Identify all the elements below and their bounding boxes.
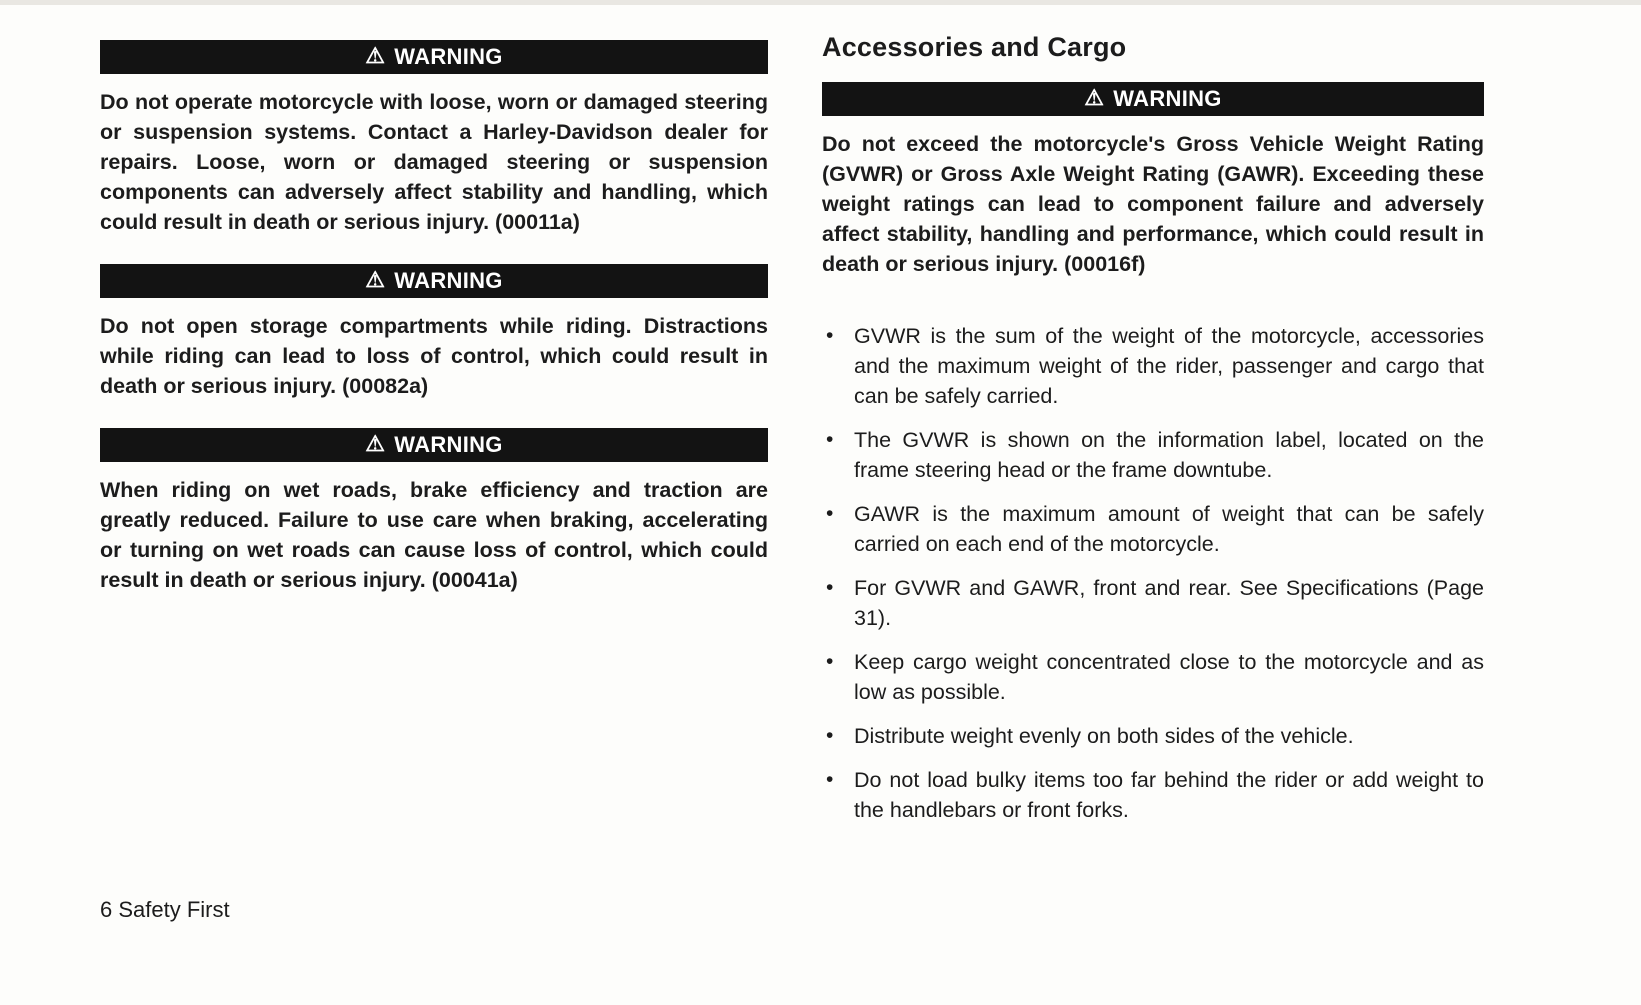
warning-text: Do not exceed the motorcycle's Gross Vehicle Weight Rating (GVWR) or Gross Axle Weight Rating (GAWR). Exceeding these weight ratings can lead to component failure and adversely affect stability, handling and performance, which could result in death or serious injury. (00016f)	[822, 132, 1484, 276]
list-item: • Do not load bulky items too far behind the rider or add weight to the handlebars or front forks.	[822, 765, 1484, 825]
warning-icon: ⚠	[365, 43, 386, 68]
section-title: Accessories and Cargo	[822, 32, 1127, 62]
left-column	[100, 40, 768, 622]
right-column	[822, 32, 1484, 839]
list-item: • Keep cargo weight concentrated close to the motorcycle and as low as possible.	[822, 647, 1484, 707]
list-item: • GAWR is the maximum amount of weight that can be safely carried on each end of the motorcycle.	[822, 499, 1484, 559]
list-item: • Distribute weight evenly on both sides of the vehicle.	[822, 721, 1484, 751]
warning-text: When riding on wet roads, brake efficiency and traction are greatly reduced. Failure to use care when braking, accelerating or turning on wet roads can cause loss of control, which could result in death or serious injury. (00041a)	[100, 478, 768, 592]
warning-banner	[100, 40, 768, 74]
warning-label: WARNING	[394, 268, 503, 293]
warning-icon: ⚠	[365, 267, 386, 292]
warning-label: WARNING	[394, 432, 503, 457]
page-footer: 6 Safety First	[100, 897, 230, 922]
list-item: • The GVWR is shown on the information label, located on the frame steering head or the frame downtube.	[822, 425, 1484, 485]
list-item: • For GVWR and GAWR, front and rear. See Specifications (Page 31).	[822, 573, 1484, 633]
warning-text: Do not operate motorcycle with loose, worn or damaged steering or suspension systems. Contact a Harley-Davidson dealer for repairs. Loose, worn or damaged steering or suspension components can adversely affect stability and handling, which could result in death or serious injury. (00011a)	[100, 90, 768, 234]
warning-banner	[822, 82, 1484, 116]
warning-text: Do not open storage compartments while riding. Distractions while riding can lead to loss of control, which could result in death or serious injury. (00082a)	[100, 314, 768, 398]
warning-icon: ⚠	[1084, 85, 1105, 110]
warning-icon: ⚠	[365, 431, 386, 456]
warning-banner	[100, 428, 768, 462]
warning-label: WARNING	[1113, 86, 1222, 111]
list-item: • GVWR is the sum of the weight of the motorcycle, accessories and the maximum weight of the rider, passenger and cargo that can be safely carried.	[822, 321, 1484, 411]
warning-banner	[100, 264, 768, 298]
bullet-list	[822, 321, 1484, 825]
warning-label: WARNING	[394, 44, 503, 69]
